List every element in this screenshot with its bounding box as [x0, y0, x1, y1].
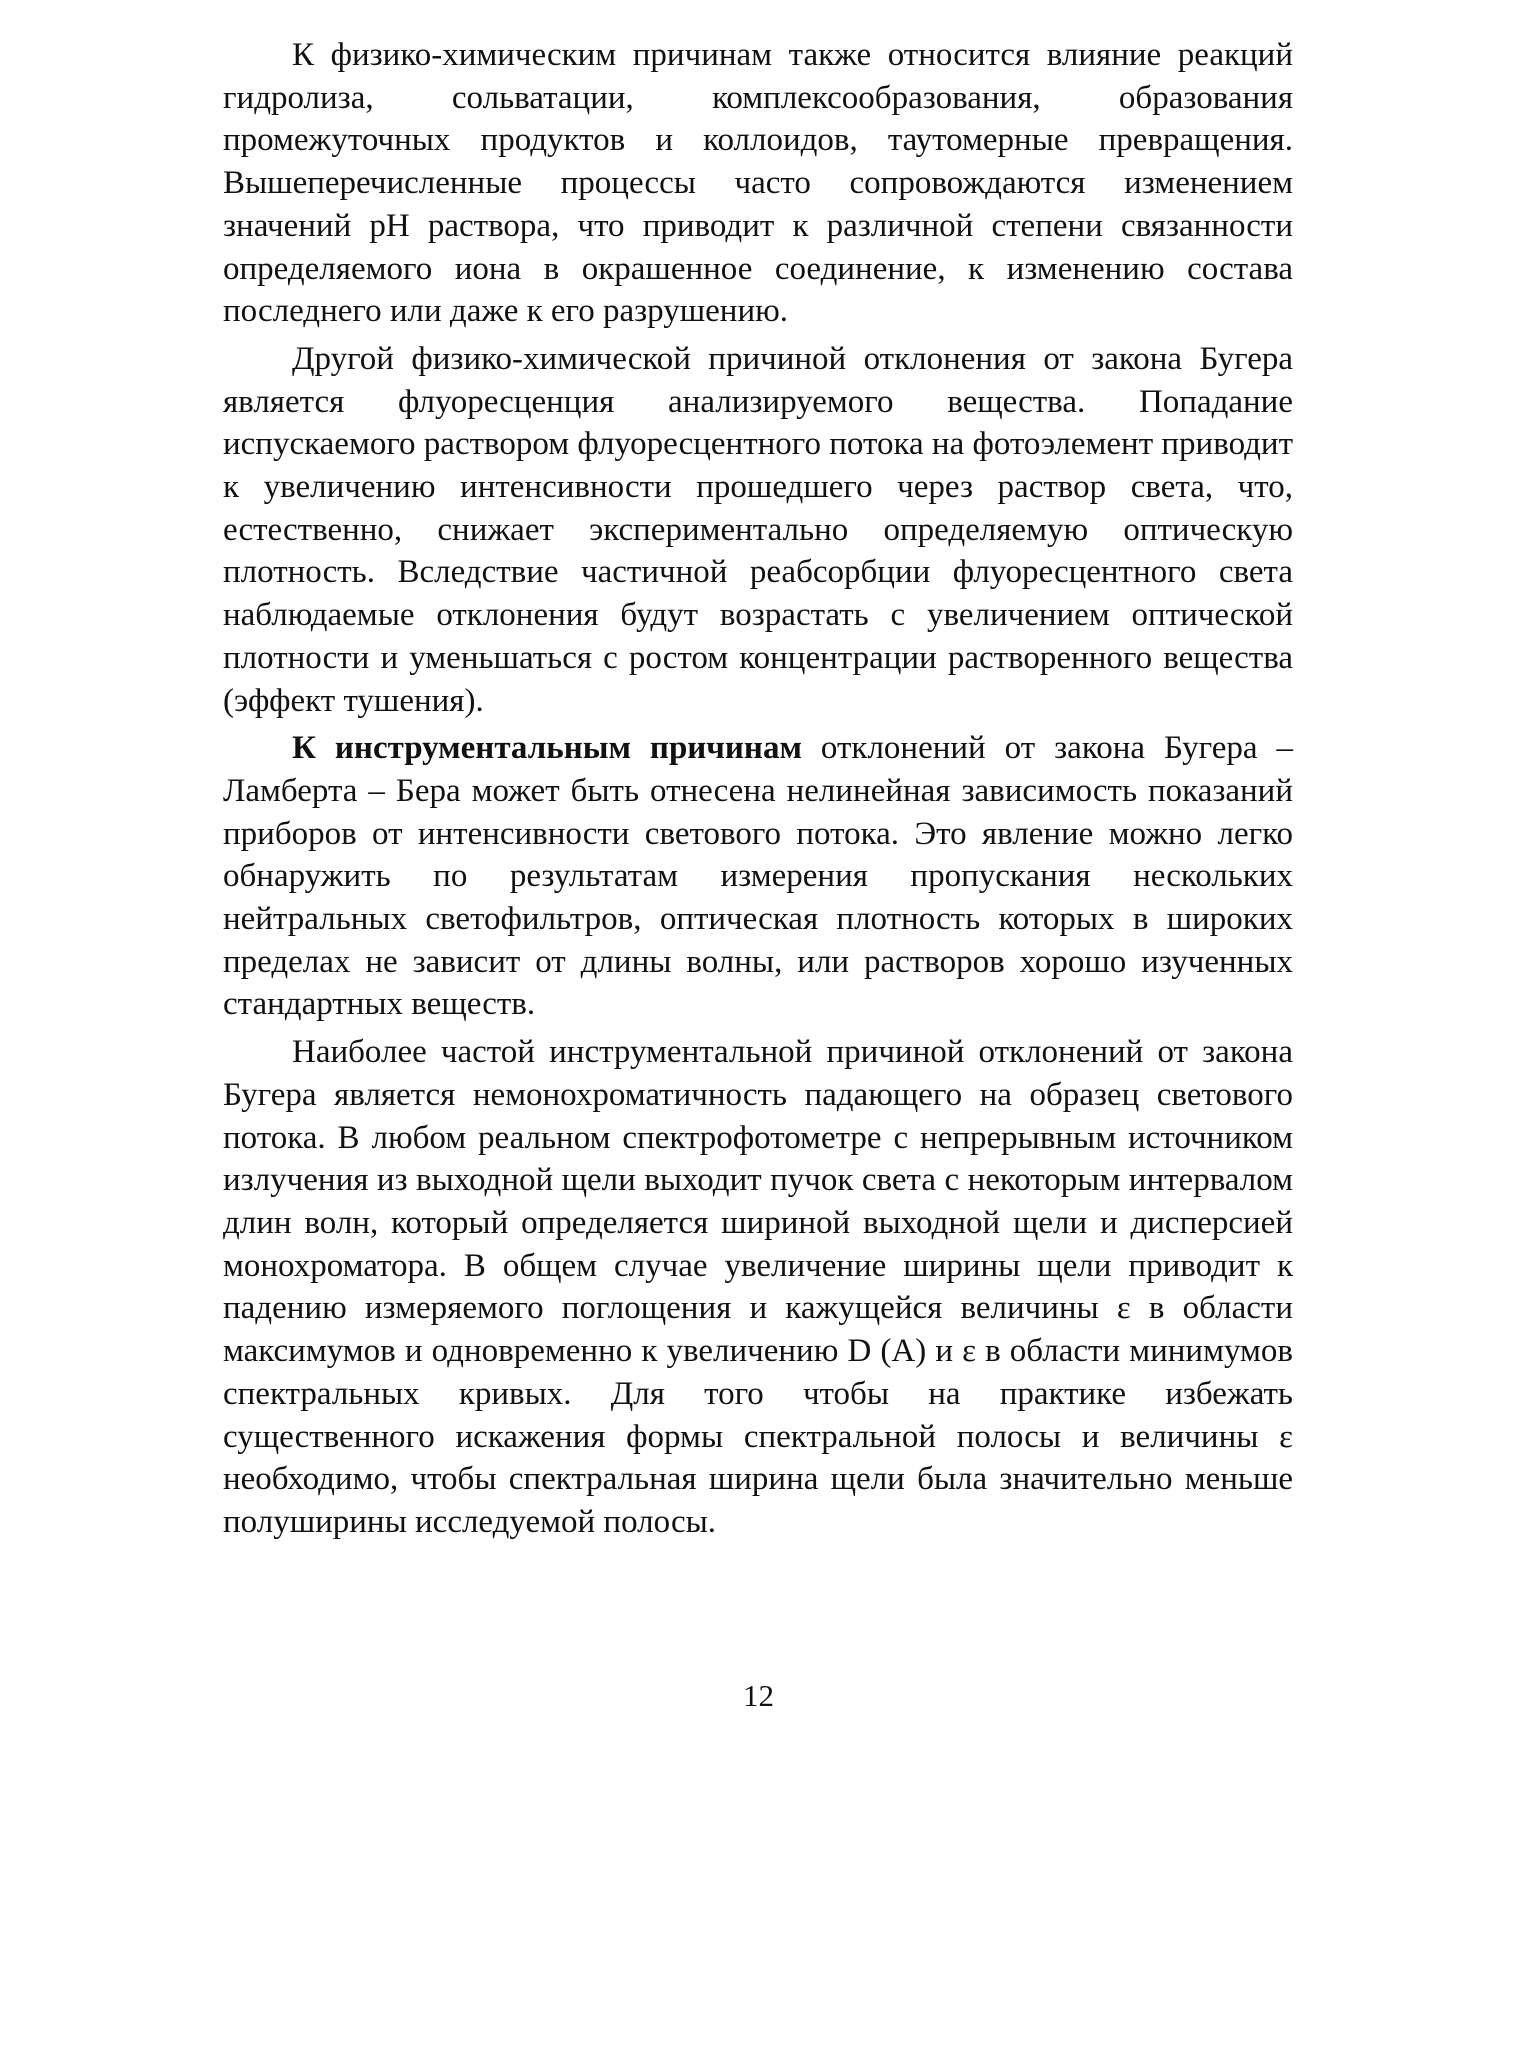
bold-lead-in: К инструментальным причинам [292, 730, 802, 767]
paragraph-non-monochromaticity [223, 1031, 1293, 1543]
paragraph-text: Наиболее частой инструментальной причиной отклонений от закона Бугера является немонохроматичность падающего на образец светового потока. В любом реальном спектрофотометре с непрерывным источником излучения из выходной щели выходит пучок света с некоторым интервалом длин волн, который определяется шириной выходной щели и дисперсией монохроматора. В общем случае увеличение ширины щели приводит к падению измеряемого поглощения и кажущейся величины ε в области максимумов и одновременно к увеличению D (А) и ε в области минимумов спектральных кривых. Для того чтобы на практике избежать существенного искажения формы спектральной полосы и величины ε необходимо, чтобы спектральная ширина щели была значительно меньше полуширины исследуемой полосы. [223, 1034, 1293, 1540]
paragraph-fluorescence [223, 338, 1293, 722]
paragraph-text: Другой физико-химической причиной отклонения от закона Бугера является флуоресценция анализируемого вещества. Попадание испускаемого раствором флуоресцентного потока на фотоэлемент приводит к увеличению интенсивности прошедшего через раствор света, что, естественно, снижает экспериментально определяемую оптическую плотность. Вследствие частичной реабсорбции флуоресцентного света наблюдаемые отклонения будут возрастать с увеличением оптической плотности и уменьшаться с ростом концентрации растворенного вещества (эффект тушения). [223, 340, 1293, 719]
paragraph-chemical-reactions [223, 34, 1293, 333]
paragraph-text: К физико-химическим причинам также относится влияние реакций гидролиза, сольватации, комплексообразования, образования промежуточных продуктов и коллоидов, таутомерные превращения. Вышеперечисленные процессы часто сопровождаются изменением значений рН раствора, что приводит к различной степени связанности определяемого иона в окрашенное соединение, к изменению состава последнего или даже к его разрушению. [223, 37, 1293, 330]
paragraph-instrumental-causes [223, 727, 1293, 1026]
page-number: 12 [743, 1678, 774, 1713]
page-body [223, 34, 1293, 1544]
paragraph-text: отклонений от закона Бугера – Ламберта – Бера может быть отнесена нелинейная зависимость показаний приборов от интенсивности светового потока. Это явление можно легко обнаружить по результатам измерения пропускания нескольких нейтральных светофильтров, оптическая плотность которых в широких пределах не зависит от длины волны, или растворов хорошо изученных стандартных веществ. [223, 730, 1293, 1023]
